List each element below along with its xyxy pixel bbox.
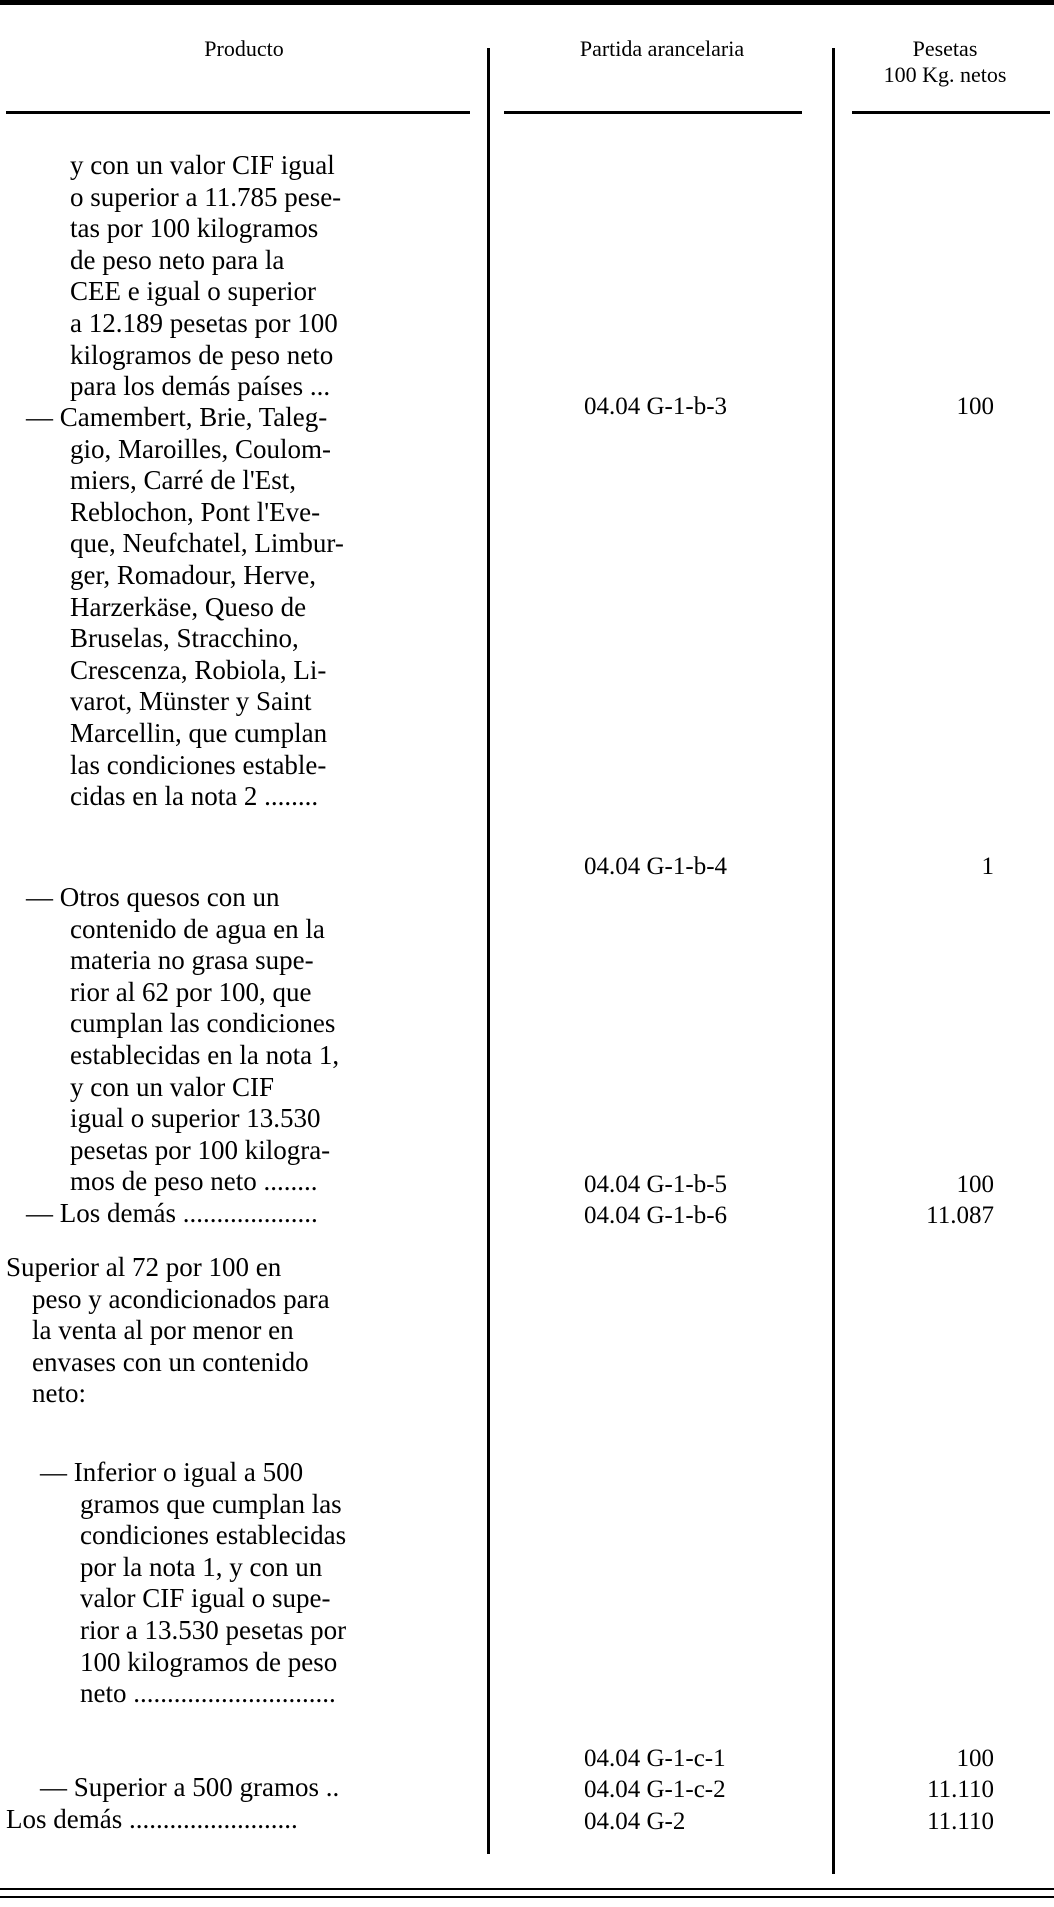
product-text-line: — Superior a 500 gramos .. — [40, 1772, 340, 1802]
product-text-line: tas por 100 kilogramos — [70, 213, 319, 244]
product-text-line: pesetas por 100 kilogra- — [70, 1134, 331, 1165]
header-partida: Partida arancelaria — [579, 36, 745, 61]
product-text-line: las condiciones estable- — [70, 749, 327, 780]
product-text-line: cidas en la nota 2 ........ — [70, 781, 319, 812]
product-text-line: Los demás ......................... — [6, 1804, 298, 1834]
product-text-line: CEE e igual o superior — [70, 276, 316, 307]
product-text-line: y con un valor CIF — [70, 1071, 274, 1102]
pesetas-value: 11.087 — [926, 1202, 994, 1229]
product-text-line: y con un valor CIF igual — [70, 150, 335, 180]
tariff-code: 04.04 G-1-c-1 — [584, 1745, 726, 1772]
bottom-rule-2 — [0, 1896, 1054, 1898]
product-text-line: — Camembert, Brie, Taleg- — [26, 402, 328, 432]
header-underline-tariff — [504, 111, 802, 114]
product-text-line: kilogramos de peso neto — [70, 339, 334, 370]
product-text-line: Crescenza, Robiola, Li- — [70, 654, 327, 685]
product-text-line: la venta al por menor en — [32, 1315, 294, 1346]
product-text-line: — Otros quesos con un — [26, 882, 280, 912]
product-text-line: mos de peso neto ........ — [70, 1166, 318, 1197]
pesetas-value: 100 — [956, 393, 994, 420]
product-text-line: envases con un contenido — [32, 1346, 309, 1377]
header-underline-pesetas — [852, 111, 1050, 114]
header-underline-product — [6, 111, 470, 114]
product-text-line: Reblochon, Pont l'Eve- — [70, 496, 321, 527]
product-text-line: contenido de agua en la — [70, 913, 325, 944]
product-text-line: ger, Romadour, Herve, — [70, 559, 317, 590]
product-text-line: a 12.189 pesetas por 100 — [70, 307, 338, 338]
top-rule — [0, 0, 1054, 5]
header-pesetas — [836, 36, 1054, 88]
tariff-code: 04.04 G-1-b-4 — [584, 853, 728, 880]
product-text-line: 100 kilogramos de peso — [80, 1646, 338, 1677]
product-text-line: o superior a 11.785 pese- — [70, 181, 342, 212]
product-text-line: Bruselas, Stracchino, — [70, 623, 299, 654]
product-text-line: — Los demás .................... — [26, 1198, 318, 1228]
product-text-block — [6, 1804, 298, 1836]
column-divider-1 — [487, 48, 490, 1854]
product-text-block — [70, 150, 341, 403]
product-text-line: que, Neufchatel, Limbur- — [70, 528, 344, 559]
product-text-block — [40, 1457, 346, 1710]
product-text-line: Marcellin, que cumplan — [70, 717, 328, 748]
product-text-line: de peso neto para la — [70, 244, 285, 275]
product-text-block — [6, 1252, 330, 1410]
product-text-line: neto .............................. — [80, 1678, 336, 1709]
pesetas-value: 11.110 — [927, 1776, 994, 1803]
header-producto: Producto — [204, 36, 284, 61]
product-text-block — [26, 882, 339, 1198]
product-text-line: gramos que cumplan las — [80, 1488, 342, 1519]
pesetas-value: 1 — [981, 853, 994, 880]
product-text-line: gio, Maroilles, Coulom- — [70, 433, 331, 464]
header-pesetas-line1: Pesetas — [912, 36, 978, 61]
tariff-code: 04.04 G-1-b-3 — [584, 393, 728, 420]
product-text-line: valor CIF igual o supe- — [80, 1583, 331, 1614]
tariff-code: 04.04 G-2 — [584, 1808, 686, 1835]
product-text-line: igual o superior 13.530 — [70, 1103, 321, 1134]
product-text-line: miers, Carré de l'Est, — [70, 465, 297, 496]
product-text-block — [40, 1772, 339, 1804]
column-divider-2 — [832, 48, 835, 1874]
product-text-block — [26, 402, 344, 813]
product-text-line: rior al 62 por 100, que — [70, 976, 312, 1007]
product-text-line: condiciones establecidas — [80, 1520, 347, 1551]
pesetas-value: 11.110 — [927, 1808, 994, 1835]
product-text-line: Harzerkäse, Queso de — [70, 591, 307, 622]
product-text-line: — Inferior o igual a 500 — [40, 1457, 304, 1487]
product-text-line: materia no grasa supe- — [70, 945, 314, 976]
bottom-rule — [0, 1888, 1054, 1890]
header-pesetas-line2: 100 Kg. netos — [883, 62, 1007, 87]
product-text-line: cumplan las condiciones — [70, 1008, 336, 1039]
pesetas-value: 100 — [956, 1171, 994, 1198]
product-text-block — [26, 1198, 318, 1230]
tariff-code: 04.04 G-1-b-5 — [584, 1171, 728, 1198]
product-text-line: neto: — [32, 1378, 86, 1409]
product-text-line: por la nota 1, y con un — [80, 1551, 323, 1582]
product-text-line: varot, Münster y Saint — [70, 686, 312, 717]
pesetas-value: 100 — [956, 1745, 994, 1772]
tariff-code: 04.04 G-1-c-2 — [584, 1776, 726, 1803]
product-text-line: para los demás países ... — [70, 371, 331, 402]
product-text-line: rior a 13.530 pesetas por — [80, 1614, 347, 1645]
tariff-code: 04.04 G-1-b-6 — [584, 1202, 728, 1229]
product-text-line: Superior al 72 por 100 en — [6, 1252, 282, 1282]
product-text-line: peso y acondicionados para — [32, 1283, 330, 1314]
product-text-line: establecidas en la nota 1, — [70, 1039, 340, 1070]
